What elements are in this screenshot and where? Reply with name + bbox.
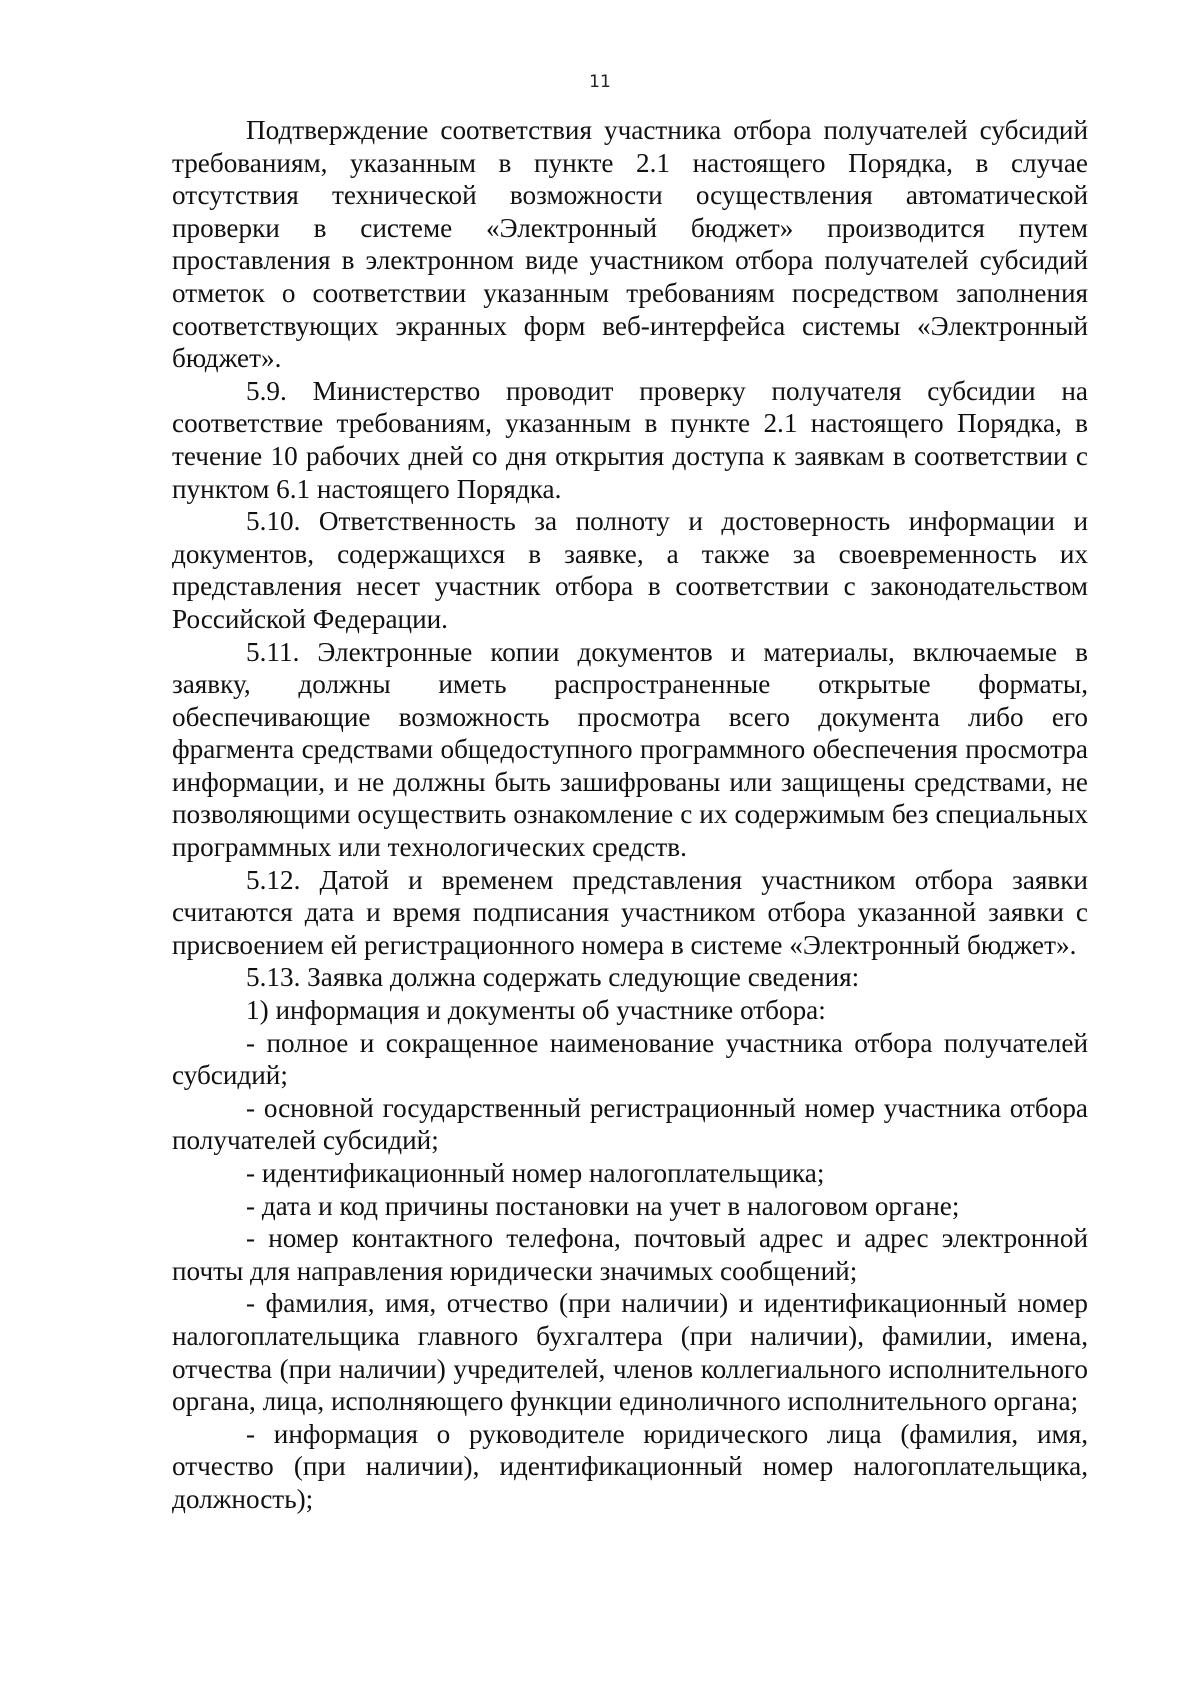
paragraph-5-10: 5.10. Ответственность за полноту и достоверность информации и документов, содержащихся в заявке, а также за своевременность их представления несет участник отбора в соответствии с законодательством Российской Федерации.: [172, 506, 1088, 634]
page-number: 11: [589, 72, 611, 92]
list-item-kpp: - дата и код причины постановки на учет в налоговом органе;: [246, 1190, 960, 1221]
paragraph-5-9: 5.9. Министерство проводит проверку получателя субсидии на соответствие требованиям, указанным в пункте 2.1 настоящего Порядка, в течение 10 рабочих дней со дня открытия доступа к заявкам в соответствии с пунктом 6.1 настоящего Порядка.: [172, 375, 1088, 504]
list-item-persons: - фамилия, имя, отчество (при наличии) и идентификационный номер налогоплательщика главного бухгалтера (при наличии), фамилии, имена, отчества (при наличии) учредителей, членов коллегиального исполнительного органа, лица, исполняющего функции единоличного исполнительного органа;: [172, 1288, 1088, 1417]
paragraph-5-12: 5.12. Датой и временем представления участником отбора заявки считаются дата и время подписания участником отбора указанной заявки с присвоением ей регистрационного номера в системе «Электронный бюджет».: [172, 864, 1088, 960]
paragraph-confirmation-of-compliance: Подтверждение соответствия участника отбора получателей субсидий требованиям, указанным в пункте 2.1 настоящего Порядка, в случае отсутствия технической возможности осуществления автоматической проверки в системе «Электронный бюджет» производится путем проставления в электронном виде участником отбора получателей субсидий отметок о соответствии указанным требованиям посредством заполнения соответствующих экранных форм веб-интерфейса системы «Электронный бюджет».: [172, 115, 1088, 374]
paragraph-5-13: 5.13. Заявка должна содержать следующие сведения:: [246, 962, 860, 993]
list-item-full-name: - полное и сокращенное наименование участника отбора получателей субсидий;: [172, 1027, 1088, 1091]
document-body: [172, 114, 1088, 1516]
list-item-contacts: - номер контактного телефона, почтовый адрес и адрес электронной почты для направления юридически значимых сообщений;: [172, 1223, 1088, 1286]
list-item-inn: - идентификационный номер налогоплательщика;: [246, 1158, 825, 1188]
list-item-ogrn: - основной государственный регистрационный номер участника отбора получателей субсидий;: [172, 1092, 1088, 1156]
list-heading-participant-info: 1) информация и документы об участнике отбора:: [246, 995, 826, 1026]
paragraph-5-11: 5.11. Электронные копии документов и материалы, включаемые в заявку, должны иметь распространенные открытые форматы, обеспечивающие возможность просмотра всего документа либо его фрагмента средствами общедоступного программного обеспечения просмотра информации, и не должны быть зашифрованы или защищены средствами, не позволяющими осуществить ознакомление с их содержимым без специальных программных или технологических средств.: [172, 636, 1088, 863]
list-item-head-info: - информация о руководителе юридического лица (фамилия, имя, отчество (при наличии), идентификационный номер налогоплательщика, должность);: [172, 1418, 1088, 1514]
